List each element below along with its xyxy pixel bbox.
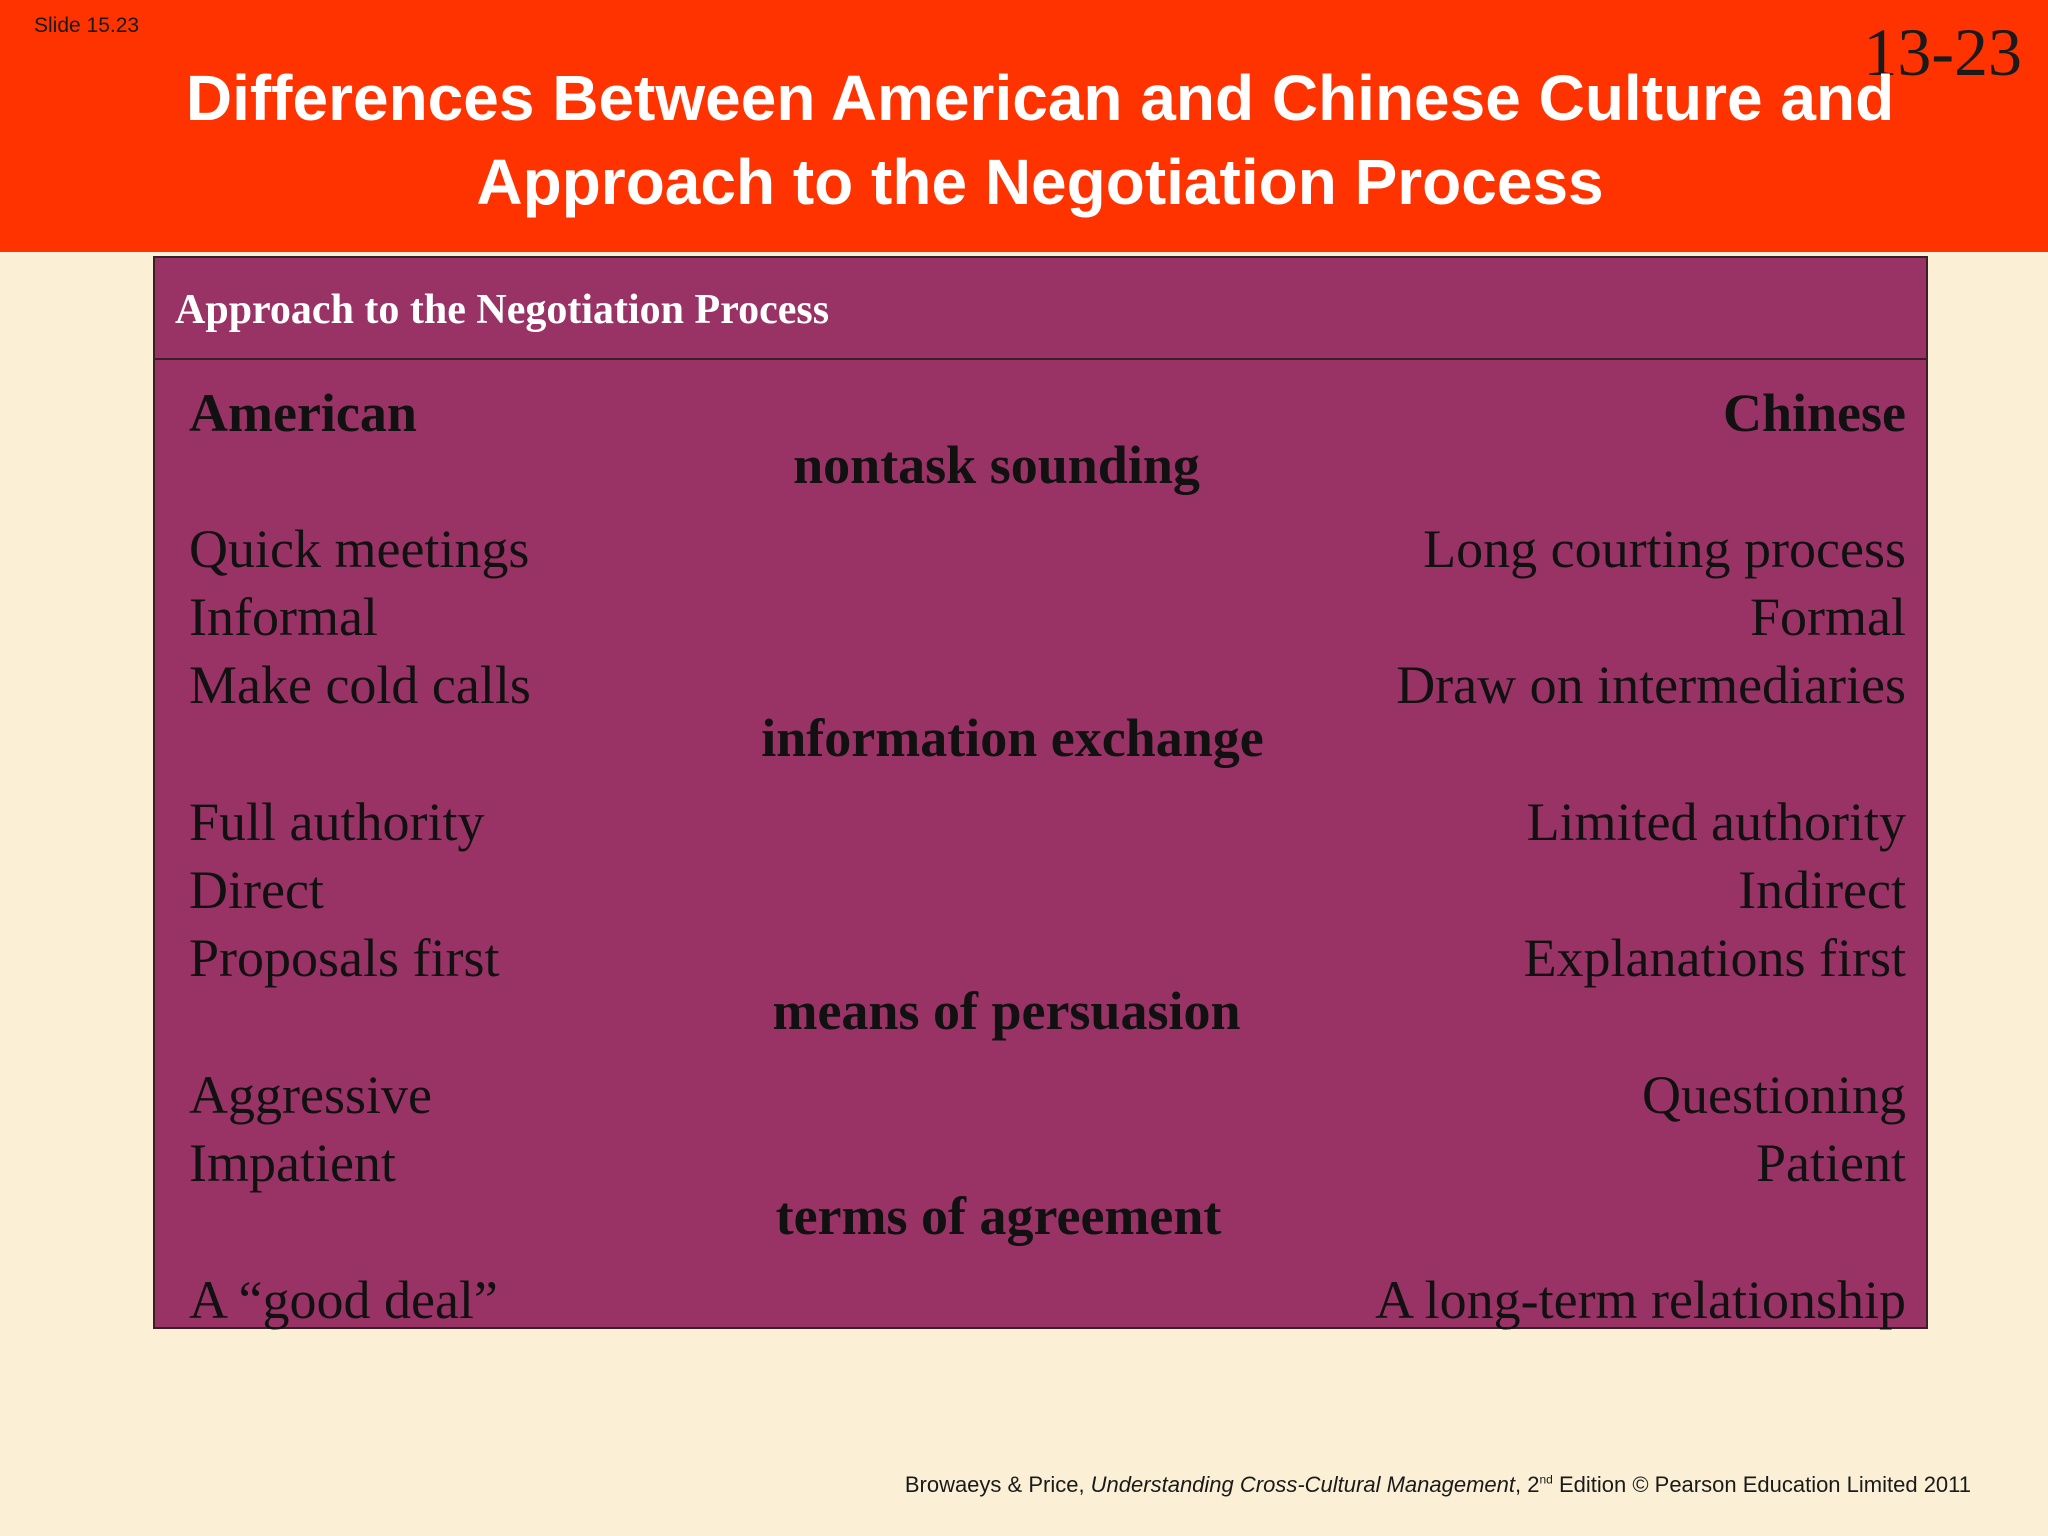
american-item: Direct <box>189 860 324 920</box>
slide-title <box>80 56 2000 224</box>
chinese-item: Patient <box>1756 1133 1906 1193</box>
american-item: Impatient <box>189 1133 396 1193</box>
american-item: Full authority <box>189 792 485 852</box>
footer-book-title: Understanding Cross-Cultural Management <box>1090 1472 1515 1497</box>
section-heading: terms of agreement <box>775 1186 1222 1246</box>
chinese-item: Limited authority <box>1526 792 1906 852</box>
footer-edition-suffix: nd <box>1539 1472 1553 1487</box>
chinese-item: Indirect <box>1738 860 1906 920</box>
citation-footer <box>905 1472 1971 1498</box>
american-item: Informal <box>189 587 378 647</box>
section-heading: means of persuasion <box>772 981 1241 1041</box>
american-item: Make cold calls <box>189 655 531 715</box>
footer-publisher: Edition © Pearson Education Limited 2011 <box>1552 1472 1971 1497</box>
table-header <box>155 258 1926 360</box>
slide-number: 13-23 <box>1863 14 2022 90</box>
chinese-item: A long-term relationship <box>1375 1270 1906 1330</box>
slide-label: Slide 15.23 <box>34 14 140 37</box>
slide-header <box>0 0 2048 252</box>
american-item: A “good deal” <box>189 1270 498 1330</box>
chinese-heading: Chinese <box>1722 383 1906 443</box>
chinese-item: Long courting process <box>1423 519 1906 579</box>
american-item: Aggressive <box>189 1065 432 1125</box>
chinese-item: Draw on intermediaries <box>1396 655 1906 715</box>
footer-authors: Browaeys & Price, <box>904 1472 1091 1497</box>
section-heading: nontask sounding <box>793 435 1200 495</box>
american-heading: American <box>189 383 417 443</box>
comparison-table <box>153 256 1928 1329</box>
american-item: Proposals first <box>189 928 500 988</box>
slide-title-line-1: Differences Between American and Chinese Culture and <box>185 62 1895 134</box>
american-item: Quick meetings <box>189 519 530 579</box>
chinese-item: Questioning <box>1642 1065 1906 1125</box>
footer-edition-number: , 2 <box>1515 1472 1540 1497</box>
table-title: Approach to the Negotiation Process <box>175 287 830 333</box>
chinese-item: Explanations first <box>1523 928 1906 988</box>
chinese-item: Formal <box>1750 587 1906 647</box>
slide-title-line-2: Approach to the Negotiation Process <box>476 146 1604 218</box>
section-heading: information exchange <box>761 708 1264 768</box>
